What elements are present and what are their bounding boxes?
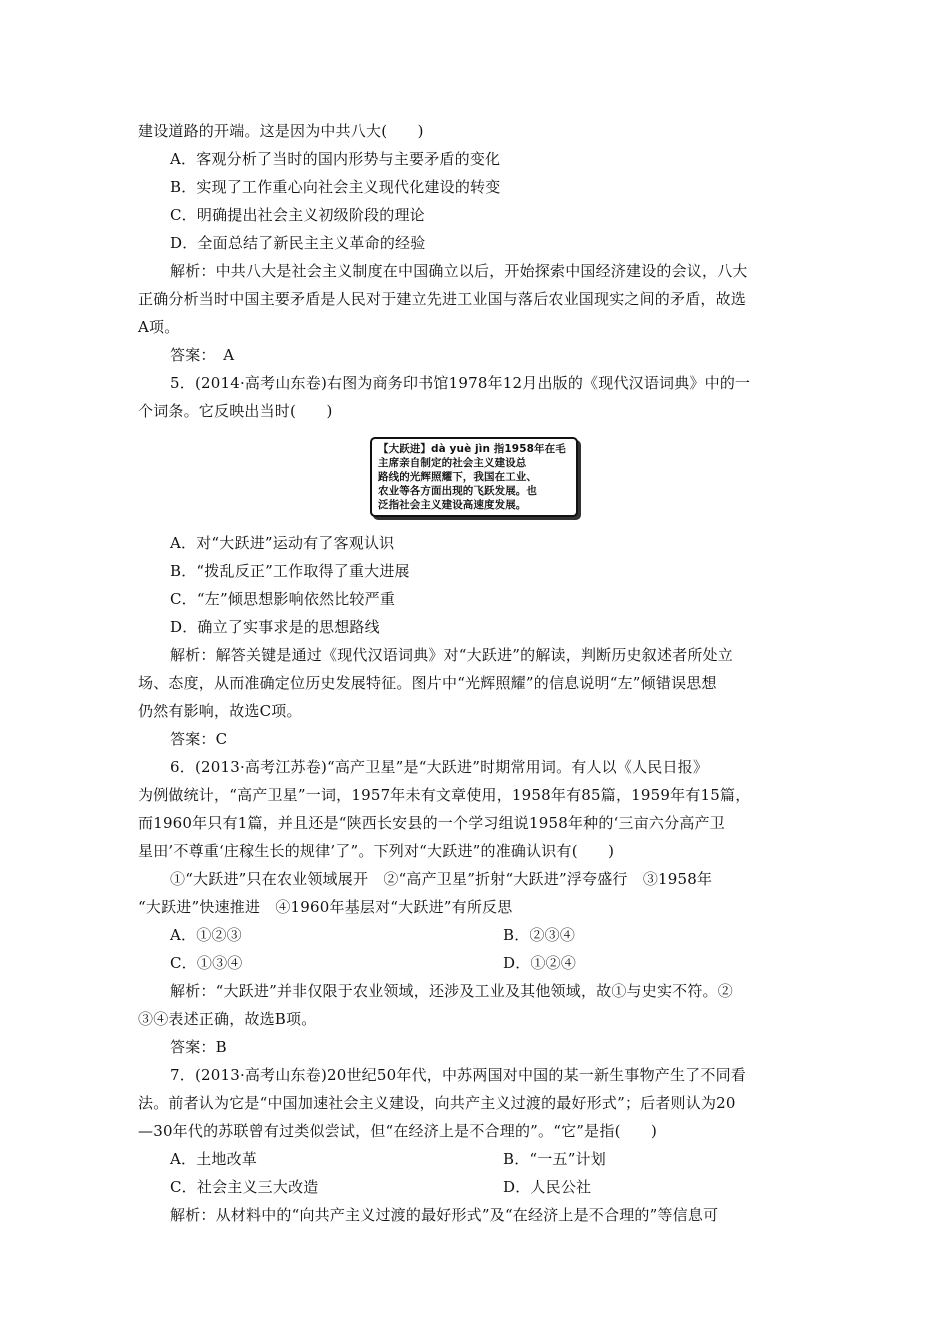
dictionary-line: 路线的光辉照耀下，我国在工业、	[378, 471, 537, 483]
option-b: B．“一五”计划	[503, 1150, 606, 1168]
option-d: D．①②④	[503, 954, 577, 972]
option-a: A．土地改革	[170, 1150, 258, 1168]
analysis-text: 正确分析当时中国主要矛盾是人民对于建立先进工业国与落后农业国现实之间的矛盾，故选	[138, 290, 747, 308]
dictionary-line: 主席亲自制定的社会主义建设总	[378, 457, 527, 469]
question-6-cont: 为例做统计，“高产卫星”一词，1957年未有文章使用，1958年有85篇，1959年有15篇，	[138, 786, 751, 804]
question-6-cont: 星田’不尊重‘庄稼生长的规律’了”。下列对“大跃进”的准确认识有( )	[138, 842, 615, 860]
analysis-text: 解析：“大跃进”并非仅限于农业领域，还涉及工业及其他领域，故①与史实不符。②	[170, 982, 733, 1000]
analysis-text: A项。	[138, 318, 180, 336]
answer-text: 答案：B	[170, 1038, 227, 1056]
analysis-text: 仍然有影响，故选C项。	[138, 702, 302, 720]
option-c: C．“左”倾思想影响依然比较严重	[170, 590, 396, 608]
analysis-text: 场、态度，从而准确定位历史发展特征。图片中“光辉照耀”的信息说明“左”倾错误思想	[138, 674, 717, 692]
option-d: D．人民公社	[503, 1178, 592, 1196]
option-b: B．“拨乱反正”工作取得了重大进展	[170, 562, 410, 580]
answer-text: 答案： A	[170, 346, 235, 364]
analysis-text: ③④表述正确，故选B项。	[138, 1010, 317, 1028]
dictionary-line: 泛指社会主义建设高速度发展。	[378, 499, 527, 511]
analysis-text: 解析：解答关键是通过《现代汉语词典》对“大跃进”的解读，判断历史叙述者所处立	[170, 646, 733, 664]
option-c: C．①③④	[170, 954, 243, 972]
option-a: A．对“大跃进”运动有了客观认识	[170, 534, 395, 552]
text-line: 建设道路的开端。这是因为中共八大( )	[138, 122, 424, 140]
answer-text: 答案：C	[170, 730, 228, 748]
dictionary-entry-image	[370, 437, 578, 517]
analysis-text: 解析：中共八大是社会主义制度在中国确立以后，开始探索中国经济建设的会议，八大	[170, 262, 748, 280]
statements: “大跃进”快速推进 ④1960年基层对“大跃进”有所反思	[138, 898, 513, 916]
question-5: 5．(2014·高考山东卷)右图为商务印书馆1978年12月出版的《现代汉语词典》中的一	[170, 374, 751, 392]
option-c: C．社会主义三大改造	[170, 1178, 319, 1196]
analysis-text: 解析：从材料中的“向共产主义过渡的最好形式”及“在经济上是不合理的”等信息可	[170, 1206, 719, 1224]
statements: ①“大跃进”只在农业领域展开 ②“高产卫星”折射“大跃进”浮夸盛行 ③1958年	[170, 870, 713, 888]
question-6: 6．(2013·高考江苏卷)“高产卫星”是“大跃进”时期常用词。有人以《人民日报》	[170, 758, 709, 776]
question-7-cont: 法。前者认为它是“中国加速社会主义建设，向共产主义过渡的最好形式”；后者则认为20	[138, 1094, 736, 1112]
dictionary-line: 【大跃进】dà yuè jìn 指1958年在毛	[378, 443, 566, 455]
option-d: D．确立了实事求是的思想路线	[170, 618, 380, 636]
question-5-cont: 个词条。它反映出当时( )	[138, 402, 333, 420]
option-b: B．②③④	[503, 926, 576, 944]
question-7-cont: —30年代的苏联曾有过类似尝试，但“在经济上是不合理的”。“它”是指( )	[138, 1122, 658, 1140]
option-b: B．实现了工作重心向社会主义现代化建设的转变	[170, 178, 501, 196]
option-a: A．客观分析了当时的国内形势与主要矛盾的变化	[170, 150, 501, 168]
option-a: A．①②③	[170, 926, 242, 944]
question-7: 7．(2013·高考山东卷)20世纪50年代，中苏两国对中国的某一新生事物产生了不同看	[170, 1066, 746, 1084]
dictionary-line: 农业等各方面出现的飞跃发展。也	[378, 485, 537, 497]
question-6-cont: 而1960年只有1篇，并且还是“陕西长安县的一个学习组说1958年种的‘三亩六分高产卫	[138, 814, 725, 832]
option-c: C．明确提出社会主义初级阶段的理论	[170, 206, 425, 224]
option-d: D．全面总结了新民主主义革命的经验	[170, 234, 426, 252]
